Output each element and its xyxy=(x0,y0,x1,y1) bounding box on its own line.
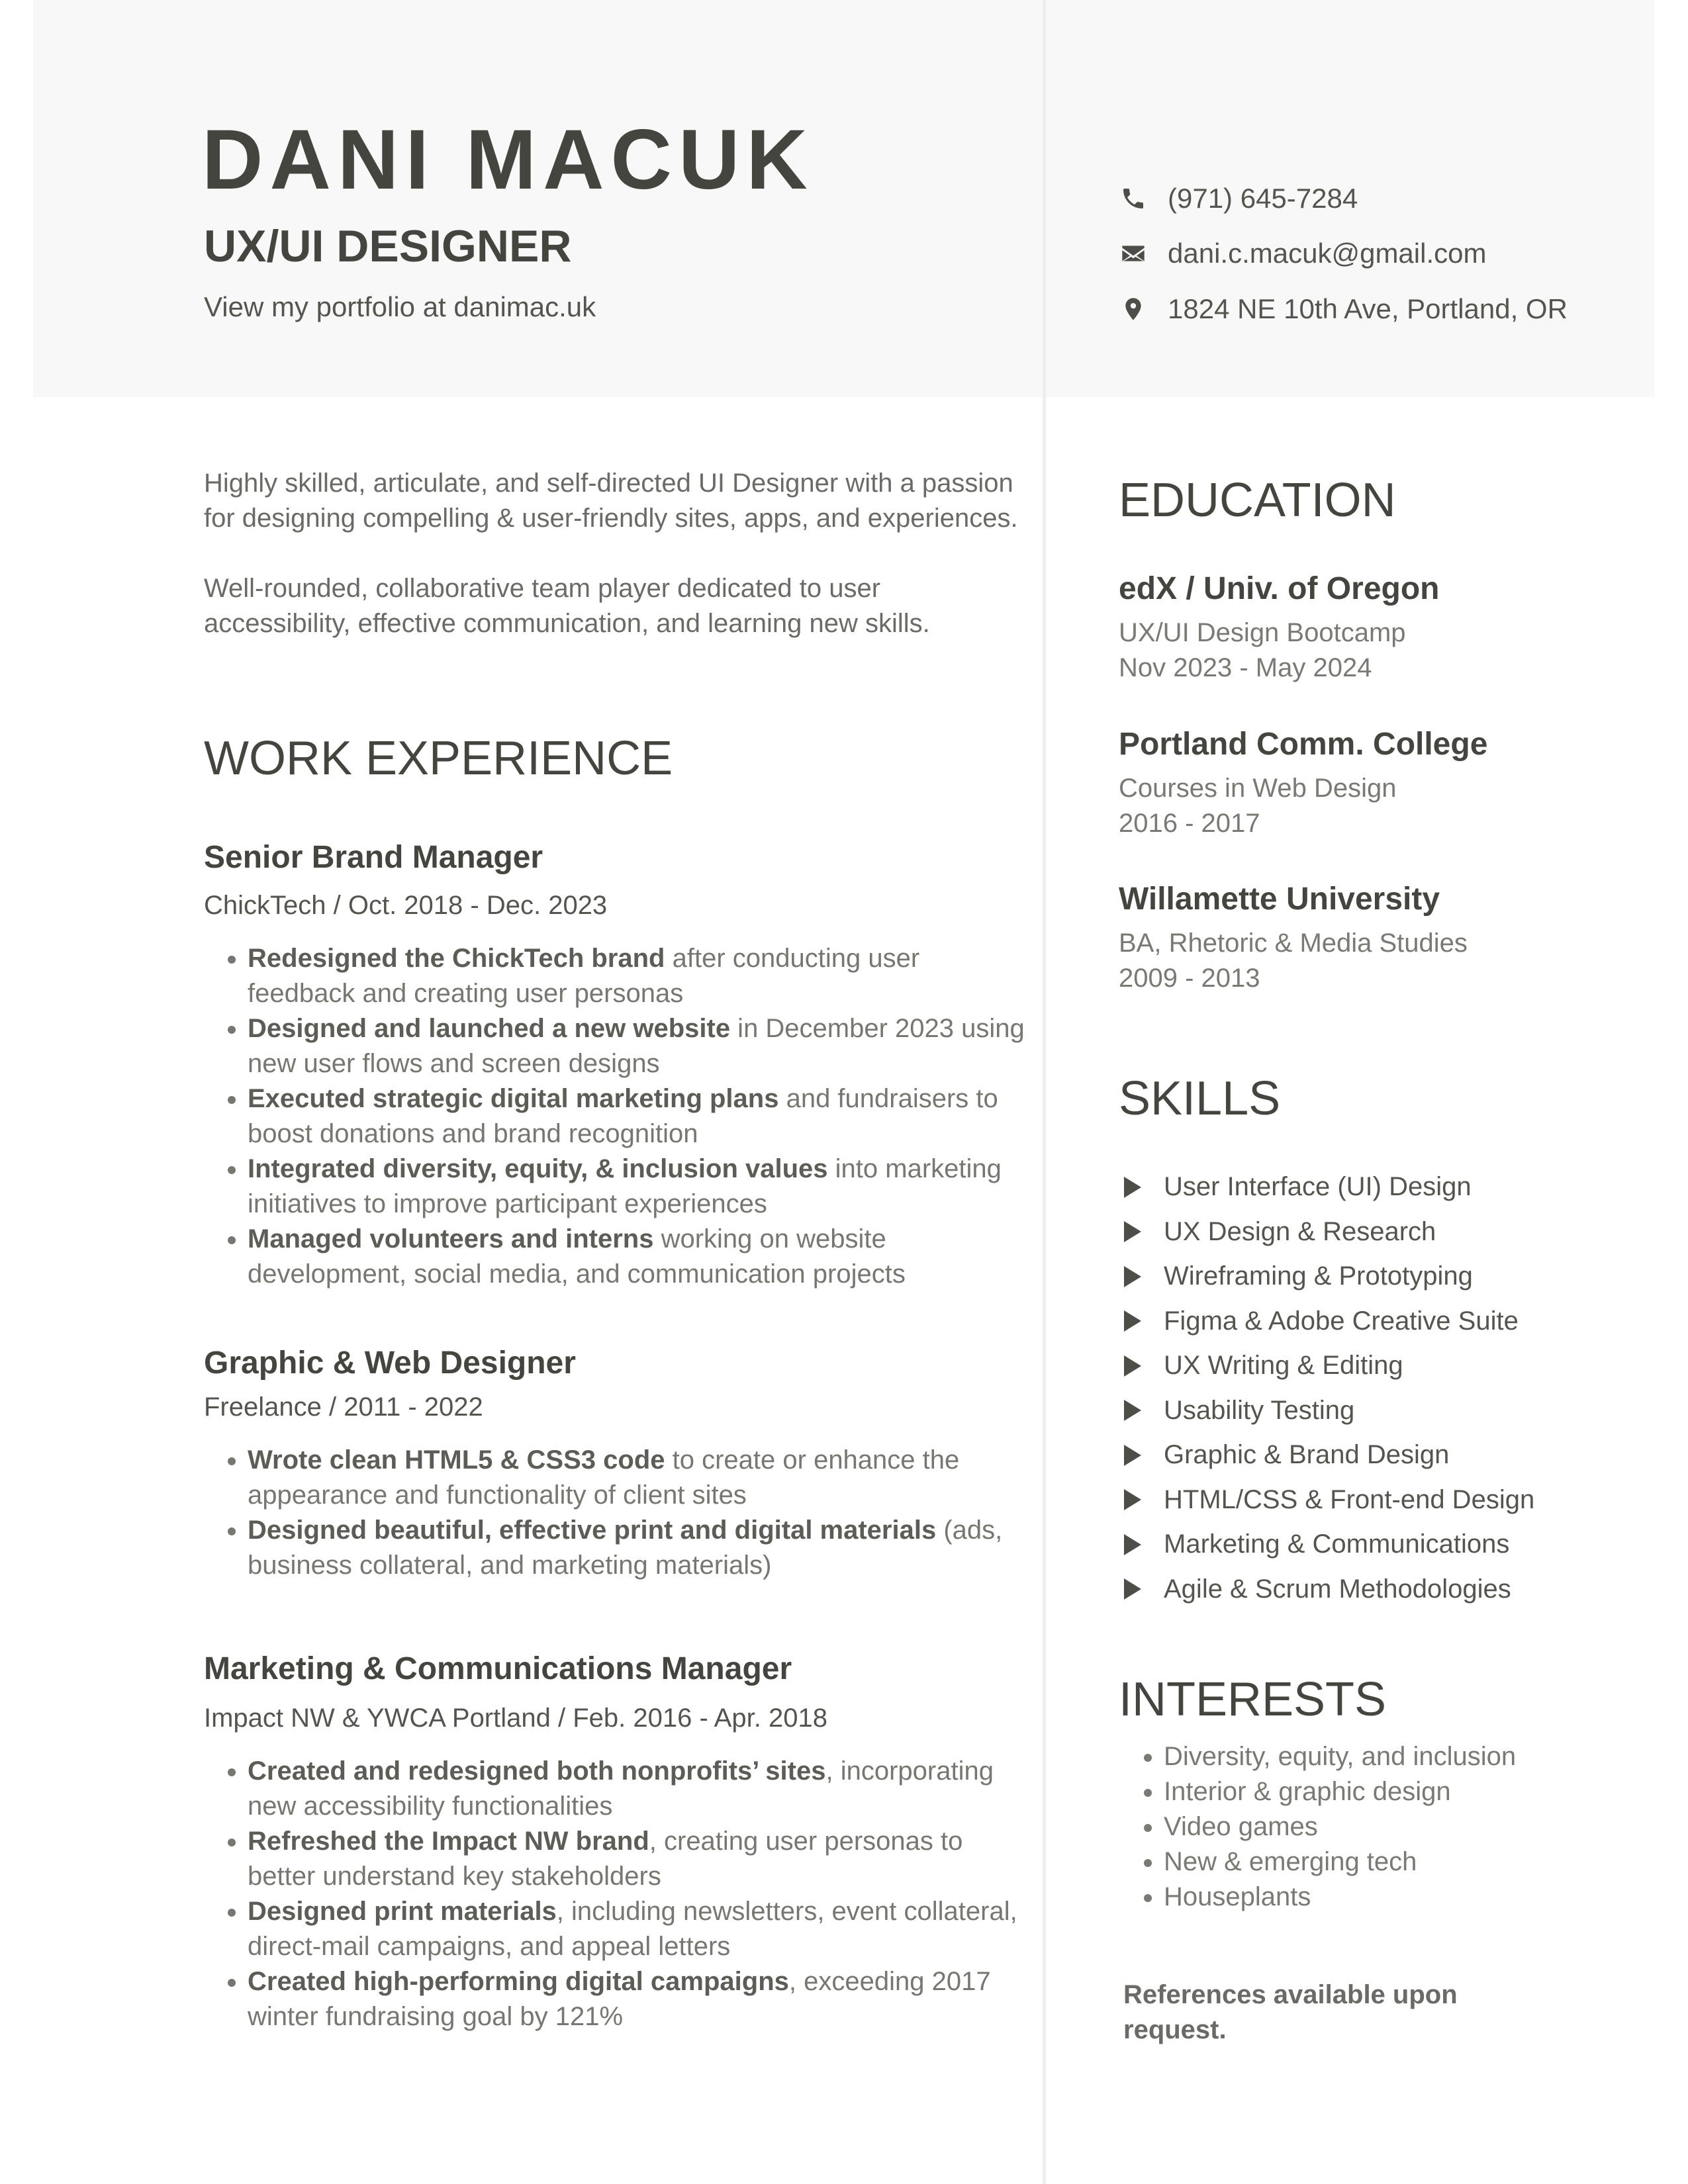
education-school: Willamette University xyxy=(1119,882,1440,917)
phone-icon xyxy=(1119,184,1148,213)
references-note: References available upon request. xyxy=(1123,1980,1458,2044)
street-address: 1824 NE 10th Ave, Portland, OR xyxy=(1168,293,1568,324)
contact-phone[interactable] xyxy=(1119,179,1635,218)
job-title: Graphic & Web Designer xyxy=(204,1345,576,1381)
triangle-bullet-icon xyxy=(1124,1221,1141,1242)
list-item: • Redesigned the ChickTech brand after conducting user feedback and creating user personas xyxy=(248,941,1031,1011)
education-dates: 2009 - 2013 xyxy=(1119,964,1260,993)
triangle-bullet-icon xyxy=(1124,1534,1141,1555)
list-item: • Executed strategic digital marketing plans and fundraisers to boost donations and brand recognition xyxy=(248,1081,1031,1152)
list-item: • Video games xyxy=(1164,1809,1662,1844)
profile-summary xyxy=(204,466,1018,676)
triangle-bullet-icon xyxy=(1124,1400,1141,1421)
summary-paragraph: Well-rounded, collaborative team player dedicated to user accessibility, effective communication, and learning new skills. xyxy=(204,574,930,638)
list-item: • Houseplants xyxy=(1164,1880,1662,1915)
skill-item: UX Writing & Editing xyxy=(1119,1343,1662,1388)
list-item: • Interior & graphic design xyxy=(1164,1774,1662,1809)
list-item: • Designed and launched a new website in December 2023 using new user flows and screen designs xyxy=(248,1011,1031,1081)
list-item: • Designed beautiful, effective print and digital materials (ads, business collateral, and marketing materials) xyxy=(248,1513,1031,1583)
interests-list xyxy=(1119,1739,1662,1915)
job-title: Marketing & Communications Manager xyxy=(204,1651,792,1686)
triangle-bullet-icon xyxy=(1124,1489,1141,1510)
education-school: Portland Comm. College xyxy=(1119,727,1488,762)
list-item: • Created and redesigned both nonprofits’ sites, incorporating new accessibility functionalities xyxy=(248,1754,1031,1824)
triangle-bullet-icon xyxy=(1124,1177,1141,1198)
list-item: • Refreshed the Impact NW brand, creating user personas to better understand key stakeholders xyxy=(248,1824,1031,1894)
job-bullets xyxy=(204,1443,1031,1583)
job-bullets xyxy=(204,941,1031,1292)
triangle-bullet-icon xyxy=(1124,1578,1141,1600)
list-item: • Diversity, equity, and inclusion xyxy=(1164,1739,1662,1774)
skill-item: UX Design & Research xyxy=(1119,1210,1662,1255)
skill-item: Agile & Scrum Methodologies xyxy=(1119,1567,1662,1612)
job-role: UX/UI DESIGNER xyxy=(204,221,572,271)
triangle-bullet-icon xyxy=(1124,1355,1141,1377)
portfolio-link[interactable]: View my portfolio at danimac.uk xyxy=(204,291,596,322)
skill-item: Wireframing & Prototyping xyxy=(1119,1254,1662,1299)
education-program: UX/UI Design Bootcamp xyxy=(1119,618,1406,647)
list-item: • Managed volunteers and interns working on website development, social media, and communication projects xyxy=(248,1222,1031,1292)
skill-item: Marketing & Communications xyxy=(1119,1522,1662,1567)
job-meta: Freelance / 2011 - 2022 xyxy=(204,1392,483,1422)
skill-item: Figma & Adobe Creative Suite xyxy=(1119,1299,1662,1344)
triangle-bullet-icon xyxy=(1124,1310,1141,1332)
education-heading: EDUCATION xyxy=(1119,474,1396,527)
column-divider xyxy=(1043,0,1046,2184)
candidate-name: DANI MACUK xyxy=(202,113,814,207)
list-item: • Wrote clean HTML5 & CSS3 code to create or enhance the appearance and functionality of client sites xyxy=(248,1443,1031,1513)
list-item: • Created high-performing digital campaigns, exceeding 2017 winter fundraising goal by 121% xyxy=(248,1964,1031,2034)
education-program: BA, Rhetoric & Media Studies xyxy=(1119,929,1468,958)
email-address: dani.c.macuk@gmail.com xyxy=(1168,238,1487,269)
map-pin-icon xyxy=(1119,295,1148,324)
education-program: Courses in Web Design xyxy=(1119,774,1397,803)
education-dates: Nov 2023 - May 2024 xyxy=(1119,653,1372,682)
triangle-bullet-icon xyxy=(1124,1445,1141,1466)
list-item: • New & emerging tech xyxy=(1164,1844,1662,1880)
triangle-bullet-icon xyxy=(1124,1266,1141,1287)
skill-item: Graphic & Brand Design xyxy=(1119,1433,1662,1478)
education-school: edX / Univ. of Oregon xyxy=(1119,571,1440,606)
job-meta: ChickTech / Oct. 2018 - Dec. 2023 xyxy=(204,891,608,920)
job-meta: Impact NW & YWCA Portland / Feb. 2016 - Apr. 2018 xyxy=(204,1704,827,1733)
phone-number: (971) 645-7284 xyxy=(1168,183,1358,214)
job-bullets xyxy=(204,1754,1031,2034)
work-experience-heading: WORK EXPERIENCE xyxy=(204,732,673,785)
skill-item: User Interface (UI) Design xyxy=(1119,1165,1662,1210)
skill-item: Usability Testing xyxy=(1119,1388,1662,1433)
contact-address xyxy=(1119,289,1635,329)
job-title: Senior Brand Manager xyxy=(204,840,543,875)
contact-email[interactable] xyxy=(1119,234,1635,273)
skills-list xyxy=(1119,1165,1662,1612)
summary-paragraph: Highly skilled, articulate, and self-directed UI Designer with a passion for designing compelling & user-friendly sites, apps, and experiences. xyxy=(204,469,1018,533)
skill-item: HTML/CSS & Front-end Design xyxy=(1119,1478,1662,1523)
list-item: • Designed print materials, including newsletters, event collateral, direct-mail campaigns, and appeal letters xyxy=(248,1894,1031,1964)
envelope-icon xyxy=(1119,239,1148,268)
list-item: • Integrated diversity, equity, & inclusion values into marketing initiatives to improve participant experiences xyxy=(248,1152,1031,1222)
education-dates: 2016 - 2017 xyxy=(1119,809,1260,838)
interests-heading: INTERESTS xyxy=(1119,1673,1387,1726)
skills-heading: SKILLS xyxy=(1119,1072,1281,1125)
